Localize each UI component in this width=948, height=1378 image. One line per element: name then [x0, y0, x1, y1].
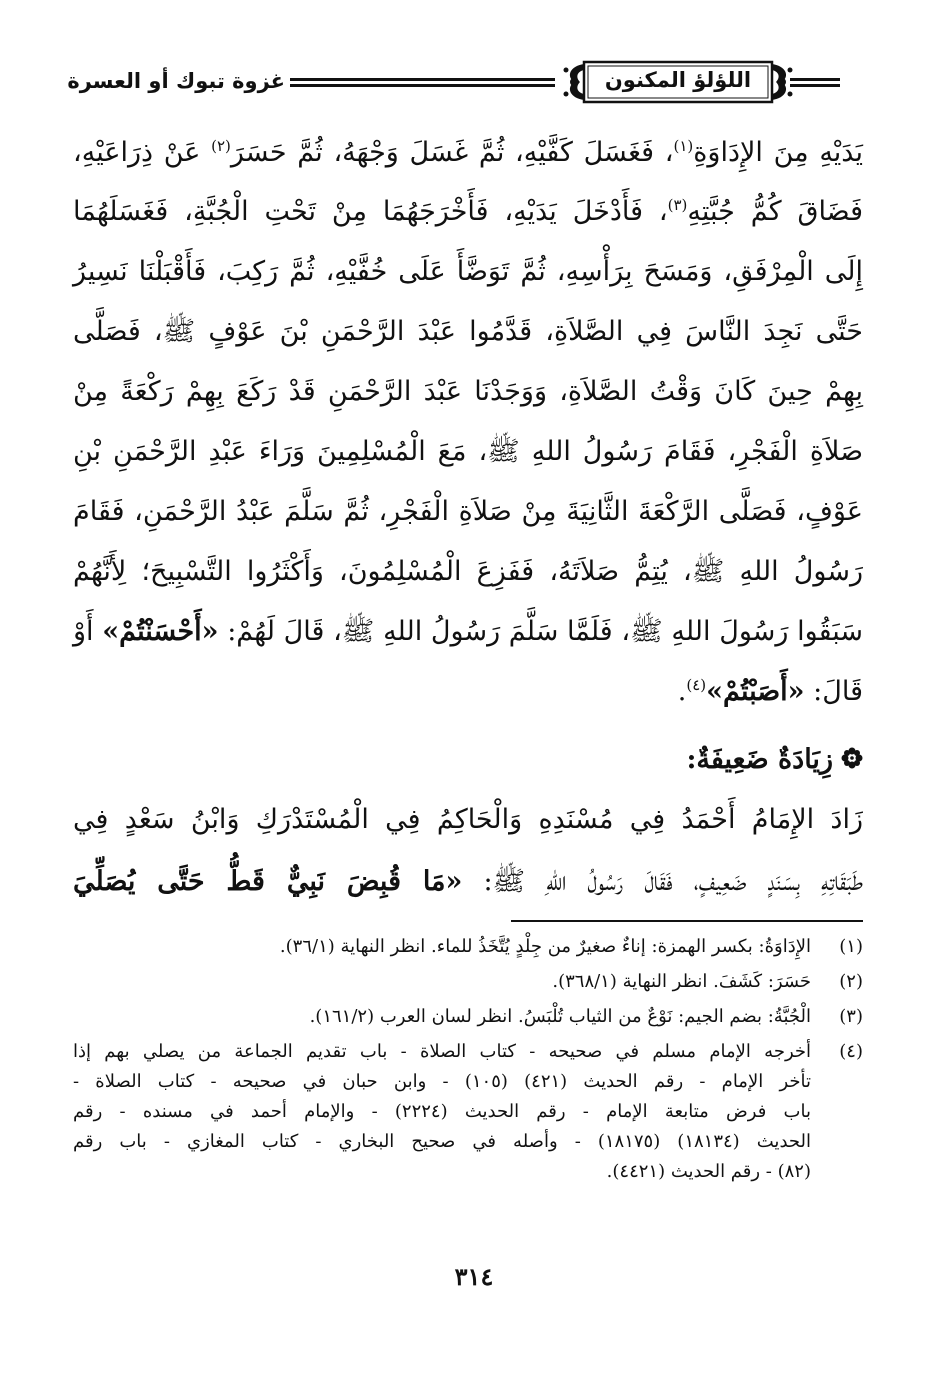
header-rule-left	[290, 78, 555, 88]
footnotes	[73, 932, 863, 1192]
header-rule-right	[790, 78, 840, 88]
body-line: عَوْفٍ، فَصَلَّى الرَّكْعَةَ الثَّانِيَةَ مِنْ صَلاَةِ الْفَجْرِ، ثُمَّ سَلَّمَ عَبْدُ الرَّحْمَنِ، فَقَامَ	[73, 496, 863, 527]
footnote-number: (٤)	[839, 1041, 863, 1062]
page-number: ٣١٤	[454, 1262, 494, 1291]
footnote-item	[73, 1002, 863, 1032]
footnote-text: الْجُبَّةُ: بضم الجيم: نَوْعٌ من الثياب تُلْبَسُ. انظر لسان العرب (١٦١/٢).	[309, 1006, 811, 1027]
footnote-number: (١)	[839, 936, 863, 957]
body-line: سَبَقُوا رَسُولَ اللهِ ﷺ، فَلَمَّا سَلَّمَ رَسُولُ اللهِ ﷺ، قَالَ لَهُمْ: «أَحْسَنْتُمْ» أَوْ	[73, 616, 864, 647]
footnote-number: (٢)	[839, 971, 863, 992]
body-line: حَتَّى نَجِدَ النَّاسَ فِي الصَّلاَةِ، قَدَّمُوا عَبْدَ الرَّحْمَنِ بْنَ عَوْفٍ ﷺ، فَصَلَّى	[73, 316, 863, 347]
quote-bold: «مَا قُبِضَ نَبِيٌّ قَطُّ حَتَّى يُصَلِّيَ	[73, 866, 463, 897]
footnote-ref: (٤)	[686, 676, 707, 694]
footnote-text: تأخر الإمام - رقم الحديث (٤٢١) (١٠٥) - وابن حبان في صحيحه - كتاب الصلاة -	[73, 1071, 811, 1092]
footnote-item	[73, 967, 863, 997]
body-line: إِلَى الْمِرْفَقِ، وَمَسَحَ بِرَأْسِهِ، ثُمَّ تَوَضَّأَ عَلَى خُفَّيْهِ، ثُمَّ رَكِبَ، فَأَقْبَلْنَا نَسِيرُ	[73, 256, 863, 287]
footnote-text: (٨٢) - رقم الحديث (٤٤٢١).	[606, 1161, 811, 1182]
body-line: رَسُولُ اللهِ ﷺ، يُتِمُّ صَلاَتَهُ، فَفَزِعَ الْمُسْلِمُونَ، وَأَكْثَرُوا التَّسْبِيحَ؛ لِأَنَّهُمْ	[73, 556, 863, 587]
section-subheading: زِيَادَةٌ ضَعِيفَةٌ:	[686, 740, 863, 781]
body-line: قَالَ: «أَصَبْتُمْ»$^{(٤)}$.	[677, 676, 863, 707]
flower-bullet-icon	[841, 741, 863, 781]
footnote-separator	[511, 920, 863, 922]
footnote-text: باب فرض متابعة الإمام - رقم الحديث (٢٢٢٤) - والإمام أحمد في مسنده - رقم	[73, 1101, 811, 1122]
quote-bold: «أَحْسَنْتُمْ»	[102, 616, 219, 647]
body-line: بِهِمْ حِينَ كَانَ وَقْتُ الصَّلاَةِ، وَوَجَدْنَا عَبْدَ الرَّحْمَنِ قَدْ رَكَعَ بِهِمْ رَكْعَةً مِنْ	[73, 376, 863, 407]
footnote-item	[73, 1037, 863, 1187]
footnote-ref: (٣)	[667, 196, 688, 214]
book-title-cartouche	[562, 56, 794, 108]
body-line: فَضَاقَ كُمُّ جُبَّتِهِ$^{(٣)}$، فَأَدْخَلَ يَدَيْهِ، فَأَخْرَجَهُمَا مِنْ تَحْتِ الْجُبَّةِ، فَغَسَلَهُمَا	[73, 196, 863, 227]
footnote-text: حَسَرَ: كَشَفَ. انظر النهاية (٣٦٨/١).	[552, 971, 811, 992]
footnote-text: الإِدَاوَةُ: بكسر الهمزة: إناءٌ صغيرٌ من جِلْدٍ يُتَّخَذُ للماء. انظر النهاية (٣٦/١).	[279, 936, 811, 957]
footnote-number: (٣)	[839, 1006, 863, 1027]
running-header	[67, 50, 840, 120]
body-line: صَلاَةِ الْفَجْرِ، فَقَامَ رَسُولُ اللهِ ﷺ، مَعَ الْمُسْلِمِينَ وَرَاءَ عَبْدِ الرَّحْمَنِ بْنِ	[73, 436, 863, 467]
body-line: يَدَيْهِ مِنَ الإِدَاوَةِ$^{(١)}$، فَغَسَلَ كَفَّيْهِ، ثُمَّ غَسَلَ وَجْهَهُ، ثُمَّ حَسَرَ$^{(٢)}$ عَنْ ذِرَاعَيْهِ،	[73, 137, 863, 168]
footnote-ref: (٢)	[211, 137, 231, 155]
footnote-text: الحديث (١٨١٣٤) (١٨١٧٥) - وأصله في صحيح البخاري - كتاب المغازي - باب رقم	[73, 1131, 811, 1152]
body-line: طَبَقَاتِهِ بِسَنَدٍ ضَعِيفٍ، فَقَالَ رَسُولُ اللهِ ﷺ: «مَا قُبِضَ نَبِيٌّ قَطُّ حَتَّى يُصَلِّيَ	[73, 866, 863, 897]
footnote-text: أخرجه الإمام مسلم في صحيحه - كتاب الصلاة - باب تقديم الجماعة من يصلي بهم إذا	[73, 1041, 811, 1062]
book-title: اللؤلؤ المكنون	[604, 68, 752, 92]
quote-bold: «أَصَبْتُمْ»	[706, 676, 805, 707]
footnote-ref: (١)	[673, 137, 694, 155]
footnote-item	[73, 932, 863, 962]
chapter-title: غزوة تبوك أو العسرة	[67, 69, 285, 93]
body-line: زَادَ الإِمَامُ أَحْمَدُ فِي مُسْنَدِهِ وَالْحَاكِمُ فِي الْمُسْتَدْرَكِ وَابْنُ سَعْدٍ فِي	[73, 804, 863, 835]
